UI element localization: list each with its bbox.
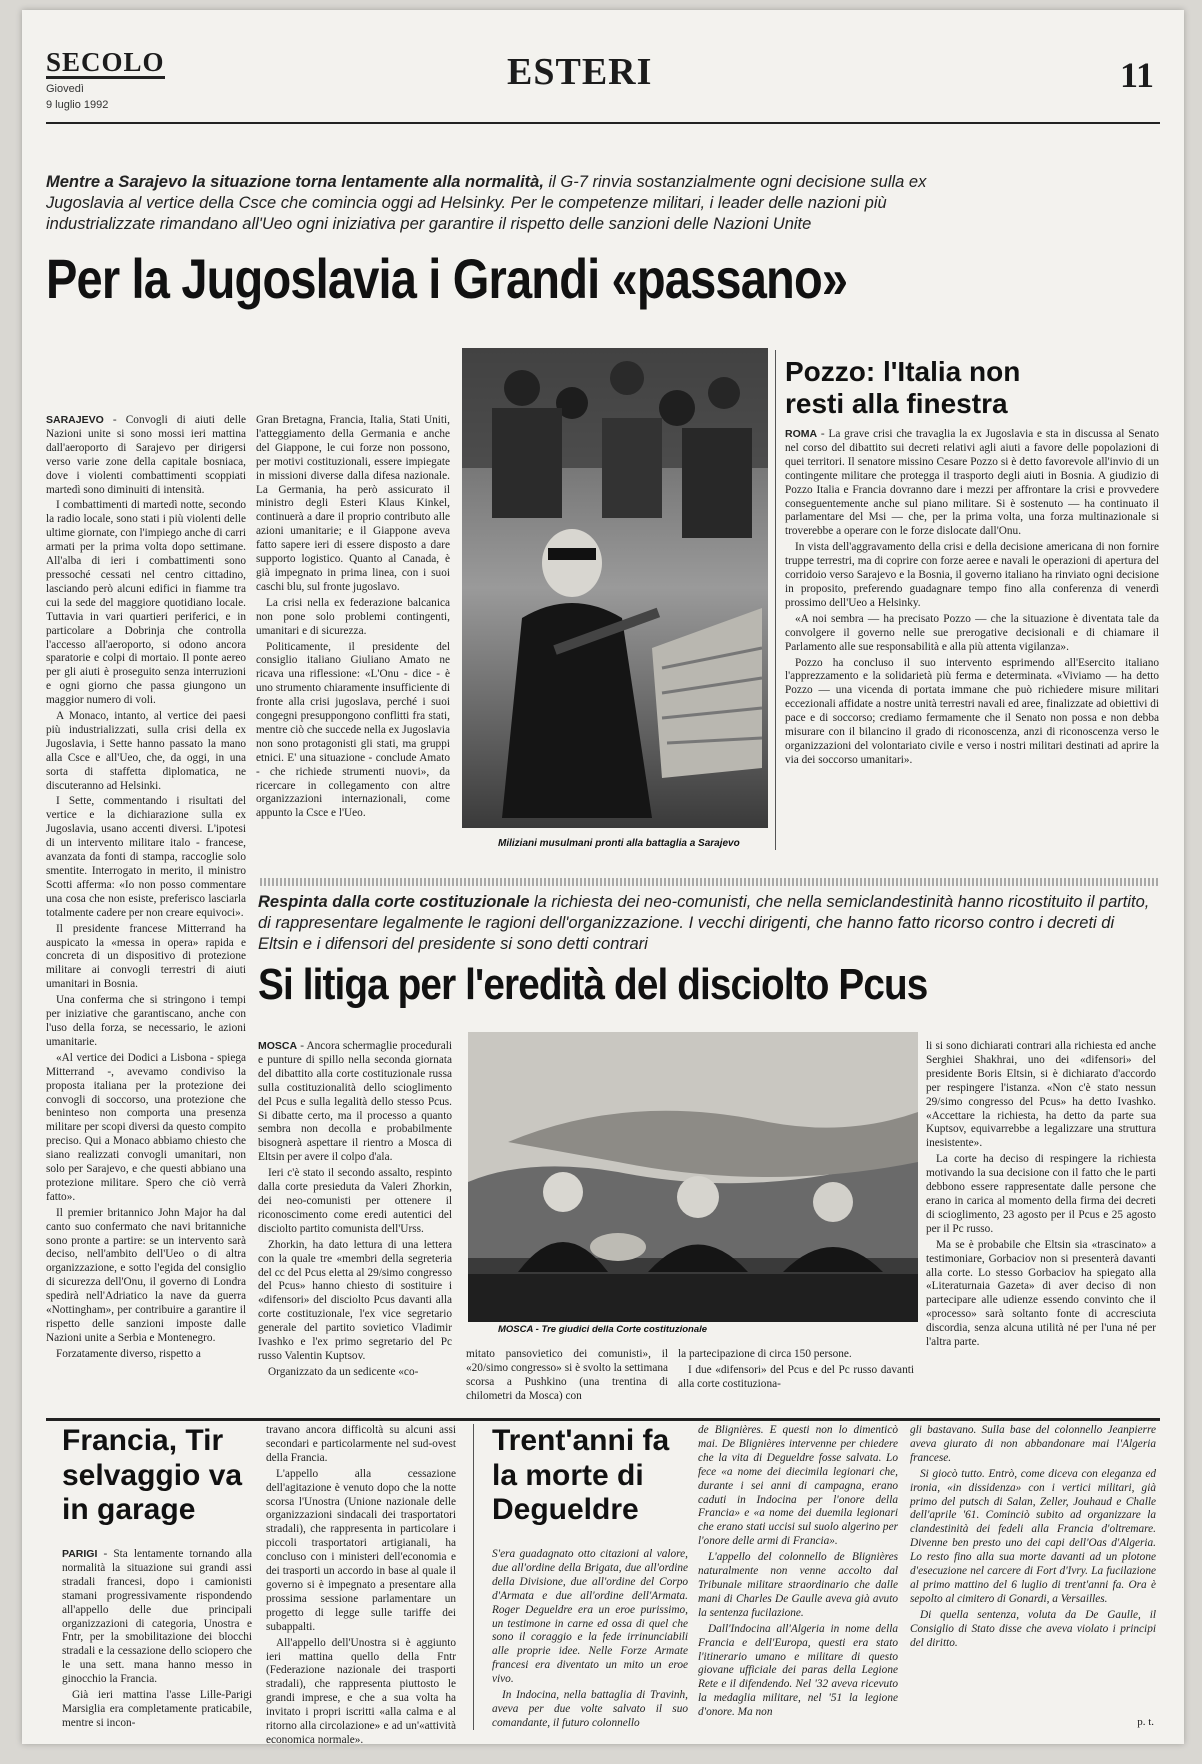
story2-headline: Si litiga per l'eredità del disciolto Pcus bbox=[258, 960, 928, 1009]
judges-photo-caption: MOSCA - Tre giudici della Corte costituzionale bbox=[498, 1324, 708, 1335]
story4-column-2: de Blignières. E questi non lo dimenticò mai. De Blignières intervenne per chiedere che la vita di Degueldre fosse salvata. Lo fece «a nome dei diecimila legionari che, durante i sei anni di campagna, erano caduti in Indocina per l'onore della Francia» e «a nome dei duemila legionari che erano stati uccisi sul suolo algerino per l'onore delle armi di Francia». L'appello del colonnello de Blignières naturalmente non venne accolto dal Tribunale militare straordinario che dalle mani di Charles De Gaulle aveva già avuto la sentenza fucilazione. Dall'Indocina all'Algeria in nome della Francia e dell'Europa, questi era stato l'itinerario umano e militare di questo giovane ufficiale dei paras della Legione Rete e il difendendo. Nel '32 aveva ricevuto la medaglia militare, nel '51 la legione d'onore. Ma non bbox=[698, 1424, 898, 1719]
story1-lead: SARAJEVO - Convogli di aiuti delle Nazioni unite si sono mossi ieri mattina dall'aeroporto di Sarajevo per dirigersi verso varie zone della capitale bosniaca, dove i violenti combattimenti scoppiati martedì sono diminuiti di intensità. bbox=[46, 414, 246, 496]
newspaper-page bbox=[22, 10, 1184, 1744]
header-rule bbox=[46, 122, 1160, 124]
story1-headline: Per la Jugoslavia i Grandi «passano» bbox=[46, 247, 848, 310]
story2-column-3: la partecipazione di circa 150 persone. I due «difensori» del Pcus e del Pc russo davanti alla corte costituziona- bbox=[678, 1348, 914, 1390]
story2-column-1: MOSCA - Ancora schermaglie procedurali e punture di spillo nella seconda giornata del dibattito alla corte costituzionale russa sulla costituzionalità dello scioglimento del Pcus e sulla legalità dello stesso Pcus. Si dibatte certo, ma il processo a quanto sembra non decolla e probabilmente bisognerà aspettare il rientro a Mosca di Eltsin per avere il colpo d'ala. Ieri c'è stato il secondo assalto, respinto dalla corte presieduta da Valeri Zhorkin, dei neo-comunisti per ottenere il riconoscimento come eredi autentici del disciolto partito comunista dell'Urss. Zhorkin, ha dato lettura di una lettera con la quale tre «membri della segreteria del cc del Pcus eletta al 29/simo congresso del Pcus» hanno chiesto di sostituire i «difensori» del disciolto Pcus davanti alla corte costituzionale, l'ex vice segretario generale del partito sovietico Vladimir Ivashko e l'ex primo segretario del Pc russo Valentin Kuptsov. Organizzato da un sedicente «co- bbox=[258, 1040, 452, 1378]
story4-column-3: gli bastavano. Sulla base del colonnello Jeanpierre aveva giurato di non abbandonare mai l'Algeria francese. Si giocò tutto. Entrò, come diceva con eleganza ed ironia, «in dissidenza» con i vertici militari, già primo del putsch di Salan, Zeller, Jouhaud e Challe dell'aprile '61. Cominciò subito ad organizzare la clandestinità dei fedeli alla Francia d'oltremare. Divenne ben presto uno dei capi dell'Oas d'Algeria. Lo resto fino alla sua morte davanti ad un plotone d'esecuzione nel carcere di Fort d'Ivry. La fucilazione al primo mattino del 6 luglio di trent'anni fa. Ora è sepolto al cimitero di Gonardi, a Versailles. Di quella sentenza, voluta da De Gaulle, il Consiglio di Stato disse che aveva violato i principi del diritto. bbox=[910, 1424, 1156, 1649]
sidebar-headline: Pozzo: l'Italia non resti alla finestra bbox=[785, 356, 1021, 420]
militia-photo-image bbox=[462, 348, 768, 828]
story4-headline: Trent'anni fa la morte di Degueldre bbox=[492, 1424, 670, 1526]
issue-day: Giovedì bbox=[46, 83, 84, 95]
militia-photo-caption: Miliziani musulmani pronti alla battaglia a Sarajevo bbox=[498, 838, 740, 849]
story2-column-4: li si sono dichiarati contrari alla richiesta ed anche Serghiei Shakhrai, uno dei «difensori» del presidente Boris Eltsin, si è dichiarato d'accordo per respingere l'istanza. «Non c'è stato nessun 29/simo congresso del Pcus» ha detto Ivashko. «Accettare la richiesta, ha detto da parte sua Kuptsov, equivarrebbe a legalizzare una struttura inesistente». La corte ha deciso di respingere la richiesta motivando la sua decisione con il fatto che le parti debbono essere rappresentate dalle persone che erano in carica al momento della firma dei decreti di scioglimento, 23 agosto per il Pcus e 25 agosto per il Pc russo. Ma se è probabile che Eltsin sia «trascinato» a testimoniare, Gorbaciov non si presenterà davanti alla corte. Lo stesso Gorbaciov ha spiegato alla «Literaturnaia Gazeta» di aver deciso di non partecipare alle udienze essendo convinto che il «processo» sarà soltanto fonte di accresciuta discordia, senza alcuna utilità né per l'una né per l'altra parte. bbox=[926, 1040, 1156, 1349]
bottom-section-rule bbox=[46, 1418, 1160, 1421]
masthead bbox=[46, 48, 165, 111]
page-number: 11 bbox=[1119, 55, 1154, 95]
bottom-divider bbox=[473, 1424, 474, 1730]
judges-photo bbox=[468, 1032, 918, 1322]
newspaper-logo: SECOLO bbox=[46, 47, 165, 77]
author-signature: p. t. bbox=[1137, 1716, 1154, 1728]
story-separator bbox=[260, 878, 1160, 886]
section-title: ESTERI bbox=[507, 51, 653, 93]
story1-column-1: SARAJEVO - Convogli di aiuti delle Nazioni unite si sono mossi ieri mattina dall'aeroporto di Sarajevo per dirigersi verso varie zone della capitale bosniaca, dove i violenti combattimenti scoppiati martedì sono diminuiti di intensità. I combattimenti di martedì notte, secondo la radio locale, sono stati i più violenti delle ultime giornate, con l'impiego anche di carri armati per la prima volta dopo settimane. All'alba di ieri i combattimenti sono pressoché cessati nel centro cittadino, lasciando però alcuni edifici in fiamme tra cui la sede del maggiore quotidiano locale. Tuttavia in vari quartieri periferici, e in particolare a Dobrinja che controlla l'accesso all'aeroporto, si odono ancora sparatorie e colpi di mortaio. Il ponte aereo per gli aiuti è proseguito senza interruzioni e ogni giorno che passa giungono un maggior numero di voli. A Monaco, intanto, al vertice dei paesi più industrializzati, sulla crisi della ex Jugoslavia, i Sette hanno passato la mano alla Csce e all'Ueo, che, da oggi, in una sorta di staffetta diplomatica, ne discuteranno ad Helsinki. I Sette, commentando i risultati del vertice e la dichiarazione sulla ex Jugoslavia, usano accenti diversi. L'ipotesi di un intervento militare italo - francese, avanzata da fonti di stampa, raccoglie solo smentite. Interrogato in merito, il ministro Scotti afferma: «Io non posso commentare una cosa che non esiste, preferisco lasciarla totalmente cadere per non creare equivoci». Il presidente francese Mitterrand ha auspicato la «messa in opera» rapida e concreta di un dispositivo di protezione militare ai convogli terrestri di aiuti umanitari in Bosnia. Una conferma che si stringono i tempi per iniziative che garantiscano, anche con l'uso della forza, se necessario, le azioni umanitarie. «Al vertice dei Dodici a Lisbona - spiega Mitterrand -, avevamo condiviso la proposta italiana per la protezione dei convogli di soccorso, una protezione che beninteso non comporta una presenza militare per scopi diversi da questo compito preciso. Qui a Monaco abbiamo chiesto che siano realizzati convogli umanitari, non solo per Sarajevo, e che questi abbiano una protezione militare. Spero che ciò verrà fatto». Il premier britannico John Major ha dal canto suo confermato che navi britanniche sono pronte a partire: se un intervento sarà deciso, nell'ambito dell'Ueo o di altra organizzazione, e sotto l'egida del consiglio di sicurezza dell'Onu, il governo di Londra spedirà nell'Adriatico la nave da guerra «Nottingham», per contribuire a garantire il rispetto delle sanzioni imposte dalle Nazioni unite a Serbia e Montenegro. Forzatamente diverso, rispetto a bbox=[46, 414, 246, 1360]
story2-kicker: Respinta dalla corte costituzionale la richiesta dei neo-comunisti, che nella semiclandestinità hanno ricostituito il partito, di rappresentare legalmente le ragioni dell'organizzazione. I vecchi dirigenti, che hanno fatto ricorso contro i decreti di Eltsin e i difensori del presidente si sono detti contrari bbox=[258, 893, 1150, 953]
story3-headline: Francia, Tir selvaggio va in garage bbox=[62, 1424, 243, 1526]
story1-kicker: Mentre a Sarajevo la situazione torna lentamente alla normalità, il G-7 rinvia sostanzialmente ogni decisione sulla ex Jugoslavia al vertice della Csce che comincia oggi ad Helsinky. Per le competenze militari, i leader delle nazioni più industrializzate rimandano all'Ueo ogni iniziativa per garantire il rispetto delle sanzioni delle Nazioni Unite bbox=[46, 173, 927, 233]
story3-column-1: PARIGI - Sta lentamente tornando alla normalità la situazione sui grandi assi stradali francesi, dopo i camionisti stamani progressivamente rispondendo all'appello delle due principali organizzazioni di categoria, Unostra e Fntr, per la smobilitazione dei blocchi stradali e la cessazione dello sciopero che le una sett. mana hanno messo in ginocchio la Francia. Già ieri mattina l'asse Lille-Parigi Marsiglia era completamente praticabile, mentre si incon- bbox=[62, 1548, 252, 1729]
story2-column-2: mitato pansovietico dei comunisti», il «20/simo congresso» si è svolto la settimana scorsa a Pushkino (una trentina di chilometri da Mosca) con bbox=[466, 1348, 668, 1402]
sidebar-body: ROMA - La grave crisi che travaglia la ex Jugoslavia e sta in discussa al Senato nel corso del dibattito sui decreti relativi agli aiuti a favore delle popolazioni di quei territori. Il senatore missino Cesare Pozzo si è detto favorevole all'invio di un contingente militare che protegga il trasporto degli aiuti in Bosnia. A giudizio di Pozzo Italia e Francia dovranno dare i mezzi per affrontare la crisi e provvedere conseguentemente anche sul piano militare. Si è sostenuto — ha continuato il parlamentare del Msi — che, per la prima volta, una forza multinazionale si troverebbe a operare con le forze dislocate dall'Onu. In vista dell'aggravamento della crisi e della decisione americana di non fornire truppe terrestri, ma di coprire con forze aeree e navali le operazioni di apertura del corridoio verso Sarajevo e la Bosnia, il governo italiano ha rinviato ogni decisione in proposito, preferendo guadagnare tempo fino alla conferenza di venerdì prossimo dell'Ueo a Helsinky. «A noi sembra — ha precisato Pozzo — che la situazione è diventata tale da convolgere il governo nelle sue prerogative decisionali e di chiamare il Parlamento alle sue responsabilità e alla più attenta vigilanza». Pozzo ha concluso il suo intervento esprimendo all'Esercito italiano l'apprezzamento e la solidarietà più ferma e determinata. «Viviamo — ha detto Pozzo — una vicenda di portata immane che può richiedere misure militari eccezionali affidate a nostre unità terrestri navali ed aree, finalizzate ad obiettivi di pace e di soccorso; crediamo fermamente che il Senato non possa e non debba misurare con il bilancino il grado di riconoscenza, anzi di riconoscenza verso le organizzazioni del volontariato civile e verso i nostri militari destinati ad aprire la via dei soccorso umanitari». bbox=[785, 428, 1159, 766]
militia-photo bbox=[462, 348, 768, 828]
sidebar-divider bbox=[775, 350, 776, 850]
story1-column-2: Gran Bretagna, Francia, Italia, Stati Uniti, l'atteggiamento della Germania e anche del Giappone, le cui forze non possono, per motivi costituzionali, essere impiegate in missioni diverse dalla difesa nazionale. La Germania, ha però assicurato il ministro degli Esteri Klaus Kinkel, continuerà a dare il proprio contributo alle azioni umanitarie; e il Giappone aveva fatto sapere ieri di essere disposto a dare supporto logistico. Quanto al Canada, è già impegnato in prima linea, con i suoi caschi blu, sul fronte jugoslavo. La crisi nella ex federazione balcanica non pone solo problemi contingenti, umanitari e di sicurezza. Politicamente, il presidente del consiglio italiano Giuliano Amato ne ricava una riflessione: «L'Onu - dice - è uno strumento chiaramente insufficiente di fronte alla crisi jugoslava, perché i suoi congegni presuppongono conflitti fra stati, mentre ciò che succede nella ex Jugoslavia non sono protagonisti gli stati, ma gruppi etnici. E' una situazione - conclude Amato - che richiede strumenti nuovi», da ricercare in collegamento con altre organizzazioni internazionali, come appunto la Csce e l'Ueo. bbox=[256, 414, 450, 820]
story3-column-2: travano ancora difficoltà su alcuni assi secondari e particolarmente nel sud-ovest della Francia. L'appello alla cessazione dell'agitazione è venuto dopo che la notte scorsa l'Unostra (Unione nazionale delle organizzazioni sindacali dei trasportatori stradali), che rappresenta in particolare i piccoli trasportatori artigianali, ha concluso con i ministeri dell'economia e dei trasporti un accordo in base al quale il governo si è impegnato a presentare alla prossima sessione parlamentare un progetto di legge sulle tariffe dei subappalti. All'appello dell'Unostra si è aggiunto ieri mattina quello della Fntr (Federazione nazionale dei trasporti stradali), che rappresenta piuttosto le grandi imprese, e che a sua volta ha invitato i propri iscritti «alla calma e al ritorno alla circolazione» e ad un'«attività economica normale». bbox=[266, 1424, 456, 1746]
issue-date: 9 luglio 1992 bbox=[46, 99, 109, 111]
story4-column-1: S'era guadagnato otto citazioni al valore, due all'ordine della Brigata, due all'ordine della Divisione, due all'ordine del Corpo d'Armata e due all'ordine dell'Armata. Roger Degueldre era un eroe purissimo, un testimone in carne ed ossa di quel che sono il coraggio e la fede irrinunciabili alle proprie idee. Nelle Forze Armate francesi era diventato un mito un eroe vivo. In Indocina, nella battaglia di Travinh, aveva per due volte salvato il suo comandante, il futuro colonnello bbox=[492, 1548, 688, 1729]
judges-photo-image bbox=[468, 1032, 918, 1322]
